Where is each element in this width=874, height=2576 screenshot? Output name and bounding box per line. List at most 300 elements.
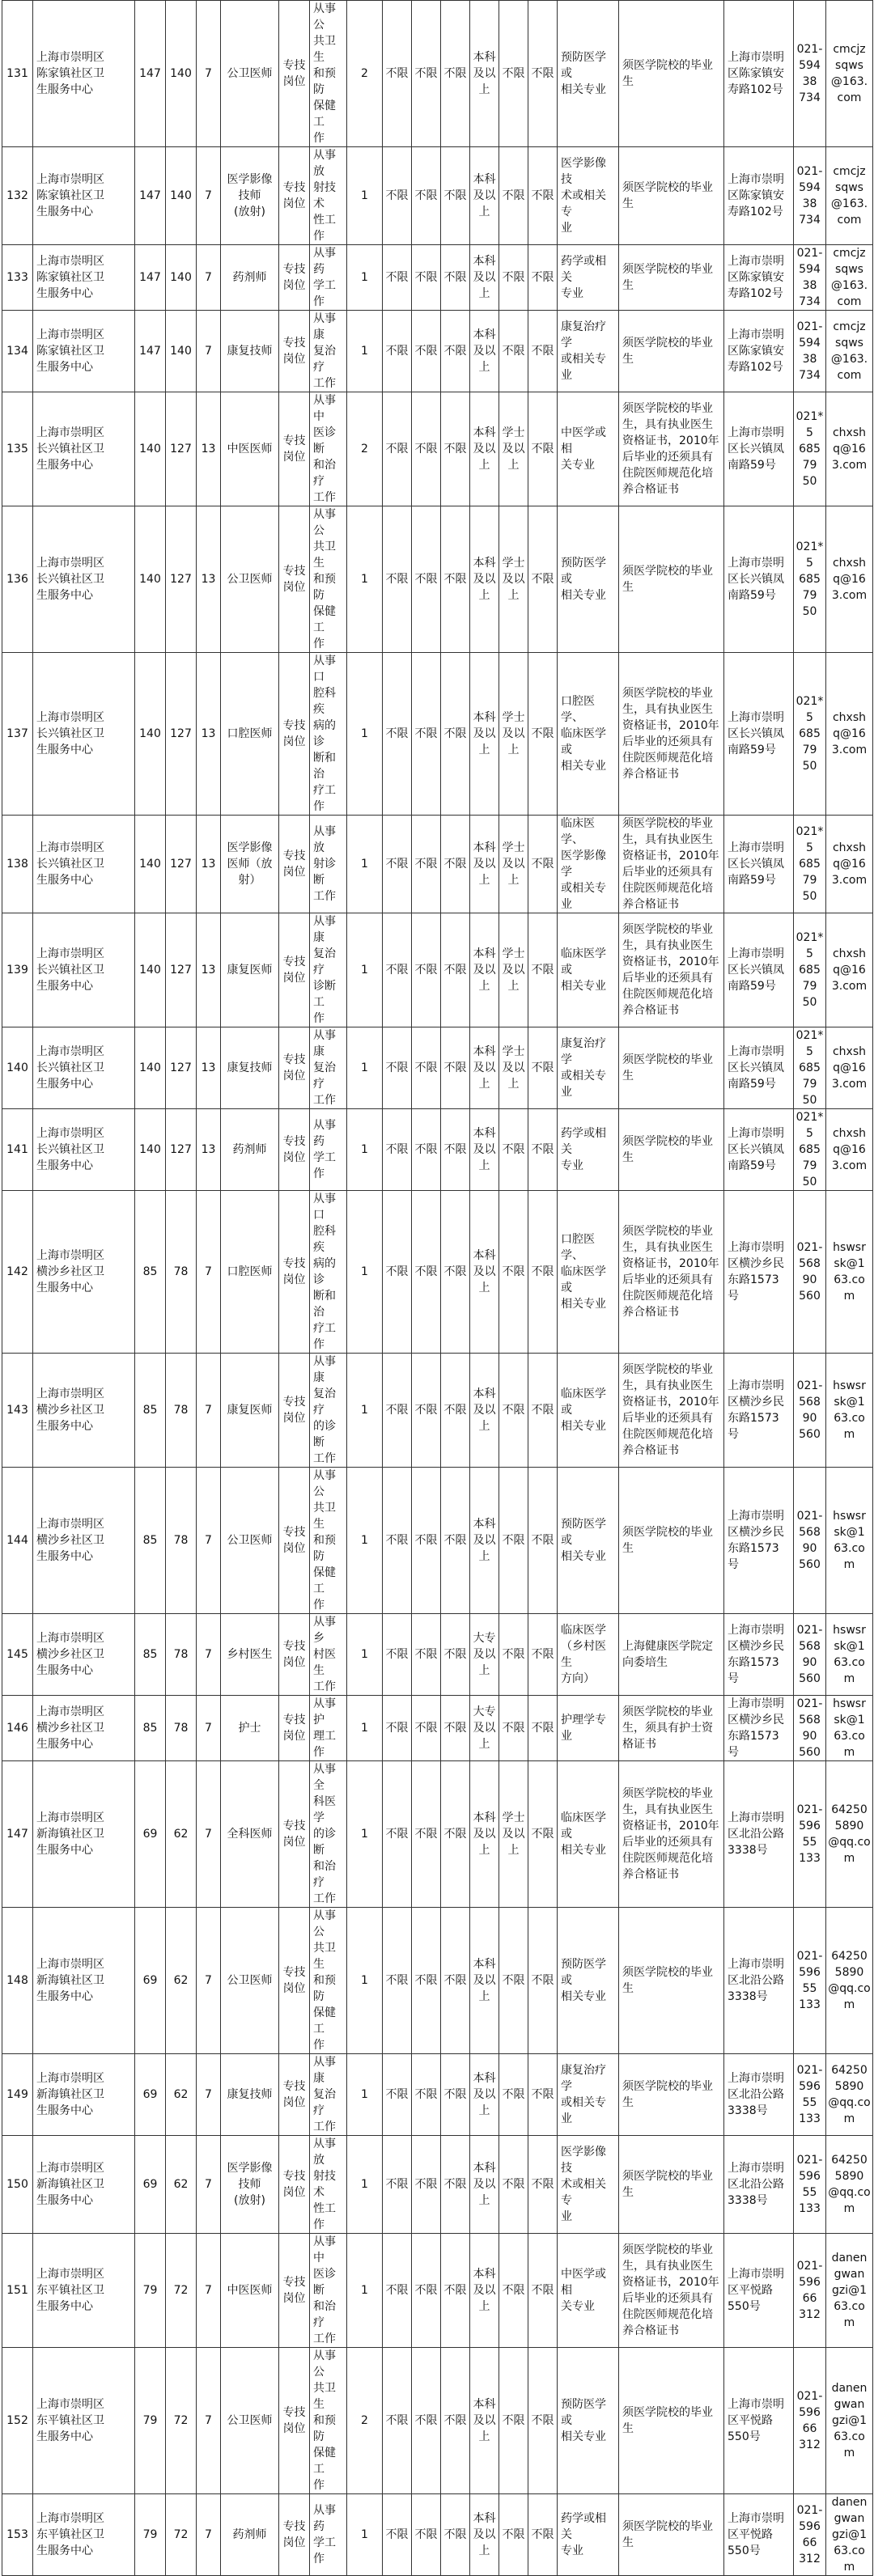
hiring-count: 1	[347, 1696, 383, 1761]
other-requirements: 须医学院校的毕业 生，具有执业医生 资格证书，2010年 后毕业的还须具有 住院医师规范化培 养合格证书	[619, 1354, 724, 1468]
requirement-other: 不限	[528, 506, 558, 653]
headcount-total: 140	[135, 653, 166, 816]
headcount-filled: 62	[166, 1908, 197, 2054]
requirement-degree: 不限	[499, 147, 528, 245]
requirement-education: 本科 及以 上	[470, 2136, 499, 2234]
table-row	[2, 1696, 873, 1761]
position-name: 中医医师	[221, 392, 279, 506]
contact-address: 上海市崇明 区横沙乡民 东路1573 号	[724, 1468, 794, 1614]
duty-description: 从事药 学工作	[310, 1109, 347, 1191]
position-name: 全科医师	[221, 1761, 279, 1908]
headcount-filled: 140	[166, 147, 197, 245]
requirement-age: 不限	[383, 1614, 412, 1696]
requirement-degree: 不限	[499, 1354, 528, 1468]
contact-phone: 021- 59438 734	[794, 1, 826, 147]
other-requirements: 须医学院校的毕业 生	[619, 2494, 724, 2576]
table-row	[2, 392, 873, 506]
requirement-other: 不限	[528, 913, 558, 1027]
headcount-vacant: 7	[197, 1, 221, 147]
duty-description: 从事中 医诊断 和治疗 工作	[310, 2234, 347, 2348]
requirement-degree: 学士 及以 上	[499, 392, 528, 506]
headcount-filled: 72	[166, 2494, 197, 2576]
headcount-filled: 78	[166, 1614, 197, 1696]
position-type: 专技 岗位	[279, 1, 310, 147]
position-type: 专技 岗位	[279, 1354, 310, 1468]
requirement-education: 本科 及以 上	[470, 1109, 499, 1191]
position-name: 乡村医生	[221, 1614, 279, 1696]
other-requirements: 上海健康医学院定 向委培生	[619, 1614, 724, 1696]
requirement-education: 本科 及以 上	[470, 1468, 499, 1614]
headcount-total: 147	[135, 147, 166, 245]
headcount-vacant: 7	[197, 1614, 221, 1696]
headcount-total: 140	[135, 506, 166, 653]
contact-phone: 021- 59666 312	[794, 2348, 826, 2494]
position-name: 药剂师	[221, 245, 279, 311]
headcount-filled: 62	[166, 1761, 197, 1908]
headcount-vacant: 7	[197, 1191, 221, 1354]
requirement-gender: 不限	[412, 2054, 441, 2136]
unit-name: 上海市崇明区 横沙乡社区卫 生服务中心	[33, 1191, 135, 1354]
headcount-vacant: 7	[197, 2136, 221, 2234]
table-row	[2, 506, 873, 653]
requirement-major: 中医学或相 关专业	[558, 2234, 619, 2348]
row-number: 133	[2, 245, 33, 311]
position-type: 专技 岗位	[279, 1908, 310, 2054]
requirement-age: 不限	[383, 2234, 412, 2348]
table-row	[2, 1468, 873, 1614]
unit-name: 上海市崇明区 横沙乡社区卫 生服务中心	[33, 1614, 135, 1696]
headcount-total: 79	[135, 2348, 166, 2494]
position-type: 专技 岗位	[279, 1191, 310, 1354]
requirement-residence: 不限	[441, 1908, 470, 2054]
requirement-residence: 不限	[441, 1761, 470, 1908]
requirement-major: 药学或相关 专业	[558, 2494, 619, 2576]
table-row	[2, 147, 873, 245]
requirement-other: 不限	[528, 2234, 558, 2348]
requirement-gender: 不限	[412, 913, 441, 1027]
requirement-major: 康复治疗学 或相关专业	[558, 2054, 619, 2136]
requirement-age: 不限	[383, 1, 412, 147]
table-row	[2, 653, 873, 816]
requirement-other: 不限	[528, 1761, 558, 1908]
headcount-total: 69	[135, 2054, 166, 2136]
contact-phone: 021*5 68579 50	[794, 1027, 826, 1109]
requirement-education: 本科 及以 上	[470, 245, 499, 311]
duty-description: 从事公 共卫生 和预防 保健工 作	[310, 506, 347, 653]
contact-email: hswsr sk@1 63.co m	[826, 1191, 873, 1354]
unit-name: 上海市崇明区 东平镇社区卫 生服务中心	[33, 2348, 135, 2494]
contact-address: 上海市崇明 区长兴镇凤 南路59号	[724, 816, 794, 913]
table-row	[2, 913, 873, 1027]
requirement-degree: 学士 及以 上	[499, 816, 528, 913]
requirement-residence: 不限	[441, 1027, 470, 1109]
contact-phone: 021*5 68579 50	[794, 653, 826, 816]
requirement-degree: 不限	[499, 1109, 528, 1191]
requirement-other: 不限	[528, 653, 558, 816]
row-number: 142	[2, 1191, 33, 1354]
position-type: 专技 岗位	[279, 653, 310, 816]
headcount-filled: 140	[166, 1, 197, 147]
requirement-degree: 不限	[499, 1468, 528, 1614]
requirement-residence: 不限	[441, 1191, 470, 1354]
requirement-age: 不限	[383, 1696, 412, 1761]
requirement-age: 不限	[383, 1761, 412, 1908]
requirement-education: 大专 及以 上	[470, 1614, 499, 1696]
other-requirements: 须医学院校的毕业 生，须具有护士资 格证书	[619, 1696, 724, 1761]
contact-email: cmcjz sqws @163. com	[826, 1, 873, 147]
headcount-vacant: 13	[197, 653, 221, 816]
requirement-residence: 不限	[441, 1109, 470, 1191]
headcount-filled: 78	[166, 1696, 197, 1761]
requirement-residence: 不限	[441, 2054, 470, 2136]
hiring-count: 1	[347, 245, 383, 311]
requirement-gender: 不限	[412, 1027, 441, 1109]
position-name: 公卫医师	[221, 506, 279, 653]
requirement-other: 不限	[528, 1908, 558, 2054]
requirement-residence: 不限	[441, 1696, 470, 1761]
headcount-vacant: 7	[197, 1696, 221, 1761]
requirement-degree: 不限	[499, 311, 528, 392]
other-requirements: 须医学院校的毕业 生，具有执业医生 资格证书，2010年 后毕业的还须具有 住院医师规范化培 养合格证书	[619, 1191, 724, 1354]
requirement-degree: 不限	[499, 245, 528, 311]
other-requirements: 须医学院校的毕业 生	[619, 1908, 724, 2054]
duty-description: 从事护 理工作	[310, 1696, 347, 1761]
position-type: 专技 岗位	[279, 816, 310, 913]
requirement-residence: 不限	[441, 913, 470, 1027]
position-name: 公卫医师	[221, 1, 279, 147]
requirement-education: 本科 及以 上	[470, 1761, 499, 1908]
other-requirements: 须医学院校的毕业 生，具有执业医生 资格证书，2010年 后毕业的还须具有 住院医师规范化培 养合格证书	[619, 1761, 724, 1908]
position-name: 药剂师	[221, 1109, 279, 1191]
requirement-gender: 不限	[412, 2494, 441, 2576]
requirement-residence: 不限	[441, 245, 470, 311]
position-type: 专技 岗位	[279, 2054, 310, 2136]
hiring-count: 1	[347, 1109, 383, 1191]
position-type: 专技 岗位	[279, 506, 310, 653]
requirement-gender: 不限	[412, 392, 441, 506]
duty-description: 从事口 腔科疾 病的诊 断和治 疗工作	[310, 1191, 347, 1354]
contact-address: 上海市崇明 区陈家镇安 寿路102号	[724, 1, 794, 147]
requirement-age: 不限	[383, 2136, 412, 2234]
unit-name: 上海市崇明区 横沙乡社区卫 生服务中心	[33, 1696, 135, 1761]
requirement-residence: 不限	[441, 1354, 470, 1468]
requirement-major: 临床医学或 相关专业	[558, 1761, 619, 1908]
contact-phone: 021- 59666 312	[794, 2234, 826, 2348]
requirement-gender: 不限	[412, 311, 441, 392]
contact-email: danen gwan gzi@1 63.co m	[826, 2348, 873, 2494]
position-type: 专技 岗位	[279, 1696, 310, 1761]
requirement-residence: 不限	[441, 1468, 470, 1614]
requirement-degree: 不限	[499, 2494, 528, 2576]
requirement-other: 不限	[528, 392, 558, 506]
headcount-filled: 127	[166, 1109, 197, 1191]
requirement-other: 不限	[528, 1191, 558, 1354]
requirement-other: 不限	[528, 2136, 558, 2234]
contact-address: 上海市崇明 区北沿公路 3338号	[724, 2136, 794, 2234]
requirement-major: 预防医学或 相关专业	[558, 1468, 619, 1614]
headcount-vacant: 7	[197, 245, 221, 311]
headcount-total: 140	[135, 1027, 166, 1109]
table-row	[2, 1109, 873, 1191]
row-number: 145	[2, 1614, 33, 1696]
row-number: 148	[2, 1908, 33, 2054]
requirement-age: 不限	[383, 1109, 412, 1191]
unit-name: 上海市崇明区 长兴镇社区卫 生服务中心	[33, 1109, 135, 1191]
table-row	[2, 1908, 873, 2054]
position-name: 口腔医师	[221, 653, 279, 816]
requirement-other: 不限	[528, 147, 558, 245]
table-row	[2, 1761, 873, 1908]
requirement-age: 不限	[383, 1027, 412, 1109]
unit-name: 上海市崇明区 长兴镇社区卫 生服务中心	[33, 1027, 135, 1109]
table-row	[2, 1027, 873, 1109]
duty-description: 从事公 共卫生 和预防 保健工 作	[310, 1468, 347, 1614]
requirement-residence: 不限	[441, 2234, 470, 2348]
headcount-vacant: 13	[197, 506, 221, 653]
requirement-age: 不限	[383, 913, 412, 1027]
requirement-residence: 不限	[441, 816, 470, 913]
hiring-count: 2	[347, 1, 383, 147]
duty-description: 从事康 复治疗 诊断工 作	[310, 913, 347, 1027]
table-row	[2, 245, 873, 311]
requirement-other: 不限	[528, 1109, 558, 1191]
requirement-age: 不限	[383, 2348, 412, 2494]
other-requirements: 须医学院校的毕业 生，具有执业医生 资格证书，2010年 后毕业的还须具有 住院医师规范化培 养合格证书	[619, 913, 724, 1027]
other-requirements: 须医学院校的毕业 生	[619, 2136, 724, 2234]
requirement-degree: 不限	[499, 2054, 528, 2136]
requirement-other: 不限	[528, 1, 558, 147]
requirement-education: 大专 及以 上	[470, 1696, 499, 1761]
requirement-age: 不限	[383, 311, 412, 392]
hiring-count: 1	[347, 147, 383, 245]
position-type: 专技 岗位	[279, 245, 310, 311]
requirement-education: 本科 及以 上	[470, 816, 499, 913]
position-name: 康复技师	[221, 2054, 279, 2136]
table-row	[2, 2348, 873, 2494]
headcount-vacant: 7	[197, 147, 221, 245]
row-number: 141	[2, 1109, 33, 1191]
duty-description: 从事药 学工作	[310, 245, 347, 311]
position-name: 康复医师	[221, 913, 279, 1027]
position-type: 专技 岗位	[279, 2234, 310, 2348]
position-type: 专技 岗位	[279, 1027, 310, 1109]
unit-name: 上海市崇明区 长兴镇社区卫 生服务中心	[33, 392, 135, 506]
requirement-major: 临床医学或 相关专业	[558, 913, 619, 1027]
requirement-degree: 不限	[499, 1614, 528, 1696]
requirement-other: 不限	[528, 2054, 558, 2136]
contact-email: danen gwan gzi@1 63.co m	[826, 2494, 873, 2576]
requirement-residence: 不限	[441, 506, 470, 653]
headcount-filled: 62	[166, 2136, 197, 2234]
contact-email: 64250 5890 @qq.co m	[826, 2136, 873, 2234]
requirement-major: 预防医学或 相关专业	[558, 1908, 619, 2054]
position-type: 专技 岗位	[279, 392, 310, 506]
hiring-count: 2	[347, 392, 383, 506]
contact-email: chxsh q@16 3.com	[826, 816, 873, 913]
requirement-major: 预防医学或 相关专业	[558, 2348, 619, 2494]
requirement-other: 不限	[528, 2494, 558, 2576]
contact-email: cmcjz sqws @163. com	[826, 245, 873, 311]
requirement-age: 不限	[383, 816, 412, 913]
contact-address: 上海市崇明 区北沿公路 3338号	[724, 2054, 794, 2136]
unit-name: 上海市崇明区 新海镇社区卫 生服务中心	[33, 2136, 135, 2234]
requirement-major: 预防医学或 相关专业	[558, 506, 619, 653]
duty-description: 从事乡 村医生 工作	[310, 1614, 347, 1696]
contact-email: hswsr sk@1 63.co m	[826, 1696, 873, 1761]
headcount-filled: 78	[166, 1468, 197, 1614]
headcount-total: 147	[135, 311, 166, 392]
hiring-count: 1	[347, 1908, 383, 2054]
headcount-vacant: 7	[197, 2494, 221, 2576]
requirement-gender: 不限	[412, 506, 441, 653]
hiring-count: 2	[347, 2348, 383, 2494]
contact-phone: 021- 59666 312	[794, 2494, 826, 2576]
headcount-vacant: 13	[197, 1109, 221, 1191]
requirement-degree: 不限	[499, 2348, 528, 2494]
unit-name: 上海市崇明区 长兴镇社区卫 生服务中心	[33, 913, 135, 1027]
requirement-gender: 不限	[412, 1191, 441, 1354]
requirement-other: 不限	[528, 1027, 558, 1109]
row-number: 138	[2, 816, 33, 913]
requirement-education: 本科 及以 上	[470, 1, 499, 147]
position-type: 专技 岗位	[279, 2348, 310, 2494]
position-type: 专技 岗位	[279, 913, 310, 1027]
row-number: 137	[2, 653, 33, 816]
requirement-age: 不限	[383, 2494, 412, 2576]
unit-name: 上海市崇明区 横沙乡社区卫 生服务中心	[33, 1468, 135, 1614]
row-number: 146	[2, 1696, 33, 1761]
contact-email: chxsh q@16 3.com	[826, 913, 873, 1027]
requirement-age: 不限	[383, 245, 412, 311]
headcount-filled: 127	[166, 506, 197, 653]
table-row	[2, 816, 873, 913]
table-row	[2, 1191, 873, 1354]
duty-description: 从事放 射技术 性工作	[310, 147, 347, 245]
contact-phone: 021- 59655 133	[794, 1761, 826, 1908]
requirement-other: 不限	[528, 1468, 558, 1614]
row-number: 132	[2, 147, 33, 245]
requirement-education: 本科 及以 上	[470, 653, 499, 816]
row-number: 143	[2, 1354, 33, 1468]
unit-name: 上海市崇明区 东平镇社区卫 生服务中心	[33, 2494, 135, 2576]
contact-address: 上海市崇明 区平悦路 550号	[724, 2348, 794, 2494]
requirement-residence: 不限	[441, 2136, 470, 2234]
contact-address: 上海市崇明 区横沙乡民 东路1573 号	[724, 1614, 794, 1696]
hiring-count: 1	[347, 1354, 383, 1468]
duty-description: 从事放 射诊断 工作	[310, 816, 347, 913]
requirement-other: 不限	[528, 1354, 558, 1468]
row-number: 131	[2, 1, 33, 147]
other-requirements: 须医学院校的毕业 生	[619, 506, 724, 653]
duty-description: 从事全 科医学 的诊断 和治疗 工作	[310, 1761, 347, 1908]
headcount-total: 69	[135, 1908, 166, 2054]
headcount-vacant: 7	[197, 1354, 221, 1468]
requirement-age: 不限	[383, 1908, 412, 2054]
headcount-total: 69	[135, 1761, 166, 1908]
requirement-degree: 学士 及以 上	[499, 1027, 528, 1109]
requirement-residence: 不限	[441, 1, 470, 147]
duty-description: 从事药 学工作	[310, 2494, 347, 2576]
requirement-major: 康复治疗学 或相关专业	[558, 1027, 619, 1109]
headcount-total: 147	[135, 245, 166, 311]
requirement-education: 本科 及以 上	[470, 2348, 499, 2494]
requirement-other: 不限	[528, 245, 558, 311]
contact-email: chxsh q@16 3.com	[826, 392, 873, 506]
row-number: 135	[2, 392, 33, 506]
contact-email: hswsr sk@1 63.co m	[826, 1354, 873, 1468]
duty-description: 从事康 复治疗 的诊断 工作	[310, 1354, 347, 1468]
contact-email: 64250 5890 @qq.co m	[826, 1761, 873, 1908]
hiring-count: 1	[347, 2054, 383, 2136]
headcount-total: 79	[135, 2494, 166, 2576]
requirement-residence: 不限	[441, 2494, 470, 2576]
unit-name: 上海市崇明区 东平镇社区卫 生服务中心	[33, 2234, 135, 2348]
contact-address: 上海市崇明 区陈家镇安 寿路102号	[724, 311, 794, 392]
contact-email: 64250 5890 @qq.co m	[826, 1908, 873, 2054]
headcount-vacant: 7	[197, 1908, 221, 2054]
table-body	[2, 1, 873, 2576]
headcount-filled: 127	[166, 653, 197, 816]
position-type: 专技 岗位	[279, 311, 310, 392]
contact-email: 64250 5890 @qq.co m	[826, 2054, 873, 2136]
contact-address: 上海市崇明 区横沙乡民 东路1573 号	[724, 1354, 794, 1468]
hiring-count: 1	[347, 1468, 383, 1614]
requirement-gender: 不限	[412, 1696, 441, 1761]
headcount-vacant: 13	[197, 1027, 221, 1109]
headcount-filled: 127	[166, 816, 197, 913]
contact-email: cmcjz sqws @163. com	[826, 311, 873, 392]
other-requirements: 须医学院校的毕业 生	[619, 1468, 724, 1614]
position-name: 中医医师	[221, 2234, 279, 2348]
position-type: 专技 岗位	[279, 2136, 310, 2234]
contact-phone: 021- 59438 734	[794, 311, 826, 392]
headcount-total: 79	[135, 2234, 166, 2348]
requirement-major: 医学影像技 术或相关专 业	[558, 147, 619, 245]
headcount-total: 140	[135, 913, 166, 1027]
contact-address: 上海市崇明 区陈家镇安 寿路102号	[724, 147, 794, 245]
requirement-education: 本科 及以 上	[470, 392, 499, 506]
duty-description: 从事康 复治疗 工作	[310, 311, 347, 392]
headcount-vacant: 7	[197, 1761, 221, 1908]
headcount-total: 140	[135, 1109, 166, 1191]
requirement-major: 临床医学、 医学影像学 或相关专业	[558, 816, 619, 913]
requirement-major: 中医学或相 关专业	[558, 392, 619, 506]
position-type: 专技 岗位	[279, 1761, 310, 1908]
row-number: 144	[2, 1468, 33, 1614]
contact-email: chxsh q@16 3.com	[826, 1109, 873, 1191]
requirement-other: 不限	[528, 2348, 558, 2494]
row-number: 134	[2, 311, 33, 392]
row-number: 139	[2, 913, 33, 1027]
row-number: 136	[2, 506, 33, 653]
unit-name: 上海市崇明区 长兴镇社区卫 生服务中心	[33, 506, 135, 653]
requirement-gender: 不限	[412, 1614, 441, 1696]
requirement-residence: 不限	[441, 392, 470, 506]
other-requirements: 须医学院校的毕业 生	[619, 2348, 724, 2494]
requirement-major: 康复治疗学 或相关专业	[558, 311, 619, 392]
row-number: 150	[2, 2136, 33, 2234]
requirement-degree: 学士 及以 上	[499, 1761, 528, 1908]
requirement-degree: 学士 及以 上	[499, 913, 528, 1027]
table-row	[2, 2494, 873, 2576]
hiring-count: 1	[347, 1191, 383, 1354]
hiring-count: 1	[347, 2136, 383, 2234]
duty-description: 从事公 共卫生 和预防 保健工 作	[310, 2348, 347, 2494]
headcount-filled: 72	[166, 2234, 197, 2348]
position-name: 康复技师	[221, 1027, 279, 1109]
table-row	[2, 311, 873, 392]
headcount-vacant: 7	[197, 2054, 221, 2136]
